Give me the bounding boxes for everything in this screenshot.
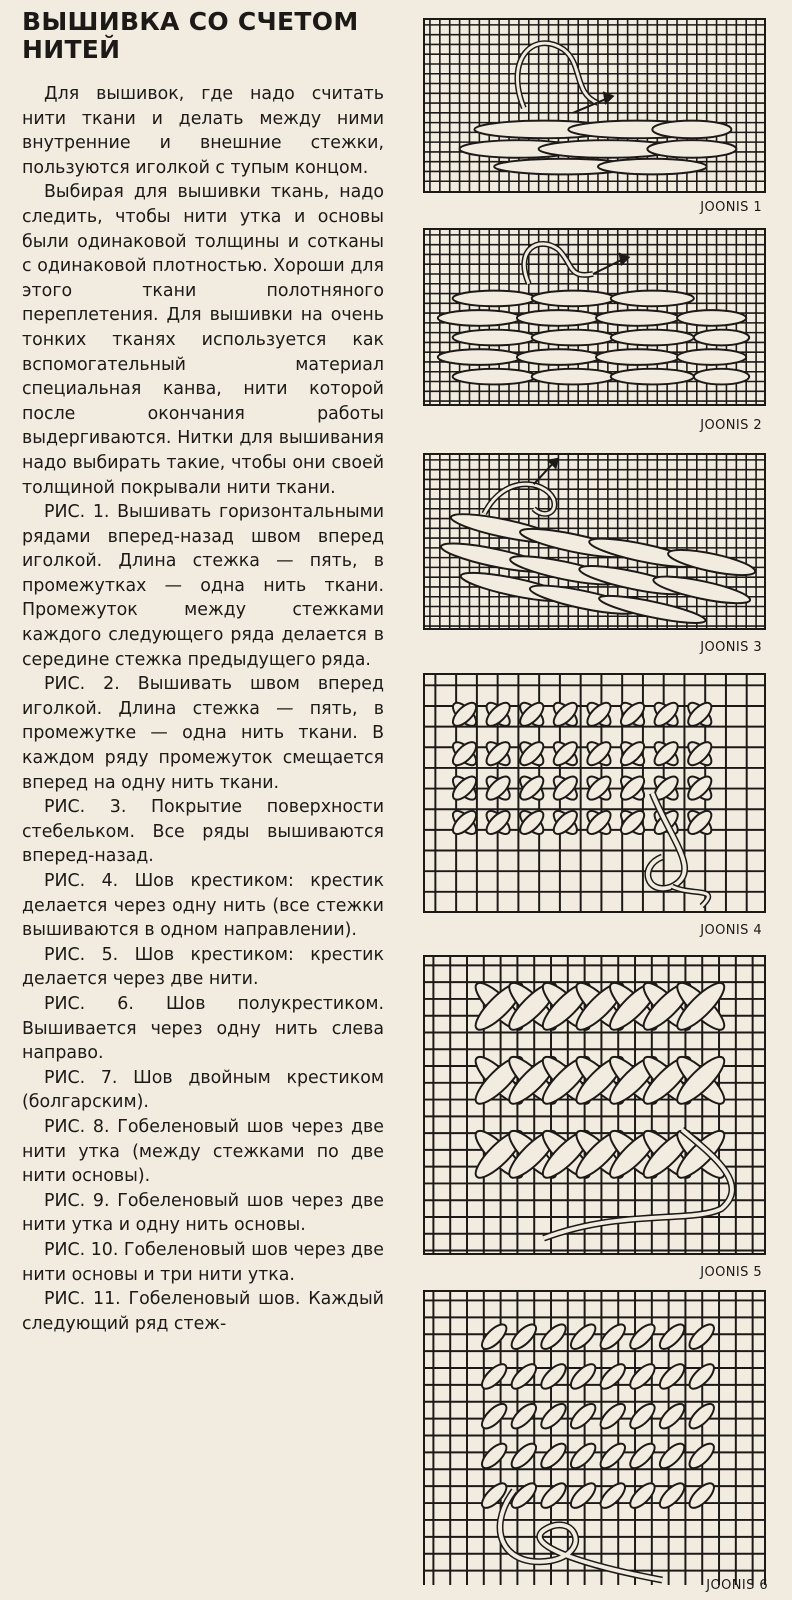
figure-caption: JOONIS 2 (700, 418, 762, 433)
cross-stitch-two-threads-illustration (425, 957, 764, 1253)
paragraph: РИС. 10. Гобеленовый шов через две нити основы и три нити утка. (22, 1239, 384, 1285)
paragraph: РИС. 8. Гобеленовый шов через две нити утка (между стежками по две нити основы). (22, 1116, 384, 1187)
figure-5 (423, 955, 766, 1255)
cross-stitch-one-thread-illustration (425, 675, 764, 911)
paragraph: РИС. 2. Вышивать швом вперед иголкой. Длина стежка — пять, в промежутке — одна нить ткани. В каждом ряду промежуток смещается вперед на одну нить ткани. (22, 674, 384, 793)
paragraph: Для вышивок, где надо считать нити ткани и делать между ними внутренние и внешние стежки, пользуются иголкой с тупым концом. (22, 84, 384, 178)
paragraph: РИС. 3. Покрытие поверхности стебельком. Все ряды вышиваются вперед-назад. (22, 797, 384, 867)
paragraph: РИС. 4. Шов крестиком: крестик делается через одну нить (все стежки вышиваются в одном направлении). (22, 871, 384, 941)
figure-caption: JOONIS 1 (700, 200, 762, 215)
figure-2 (423, 228, 766, 406)
page-title: ВЫШИВКА СО СЧЕТОМ НИТЕЙ (22, 7, 359, 64)
figure-4 (423, 673, 766, 913)
paragraph: РИС. 9. Гобеленовый шов через две нити утка и одну нить основы. (22, 1190, 384, 1236)
stem-stitch-fill-illustration (425, 455, 764, 628)
offset-running-stitch-illustration (425, 230, 764, 404)
paragraph: РИС. 1. Вышивать горизонтальными рядами вперед-назад швом вперед иголкой. Длина стежка — пять, в промежутках — одна нить ткани. Промежуток между стежками каждого следующего ряда делается в середине стежка предыдущего ряда. (22, 502, 384, 670)
text-column (22, 8, 384, 1336)
figure-caption: JOONIS 3 (700, 640, 762, 655)
figure-caption: JOONIS 5 (700, 1265, 762, 1280)
half-cross-stitch-illustration (425, 1292, 764, 1585)
figure-3 (423, 453, 766, 630)
paragraph: РИС. 7. Шов двойным крестиком (болгарским). (22, 1067, 384, 1113)
running-stitch-rows-illustration (425, 20, 764, 191)
figure-1 (423, 18, 766, 193)
paragraph: РИС. 5. Шов крестиком: крестик делается через две нити. (22, 944, 384, 990)
paragraph: РИС. 11. Гобеленовый шов. Каждый следующий ряд стеж- (22, 1289, 384, 1334)
figure-6 (423, 1290, 766, 1585)
figure-caption: JOONIS 4 (700, 923, 762, 938)
paragraph: РИС. 6. Шов полукрестиком. Вышивается через одну нить слева направо. (22, 993, 384, 1064)
figure-caption: JOONIS 6 (706, 1578, 768, 1593)
paragraph: Выбирая для вышивки ткань, надо следить, чтобы нити утка и основы были одинаковой толщины и сотканы с одинаковой плотностью. Хороши для этого ткани полотняного переплетения. Для вышивки на очень тонких тканях используется как вспомогательный материал специальная канва, нити которой после окончания работы выдергиваются. Нитки для вышивания надо выбирать такие, чтобы они своей толщиной покрывали нити ткани. (22, 182, 384, 498)
